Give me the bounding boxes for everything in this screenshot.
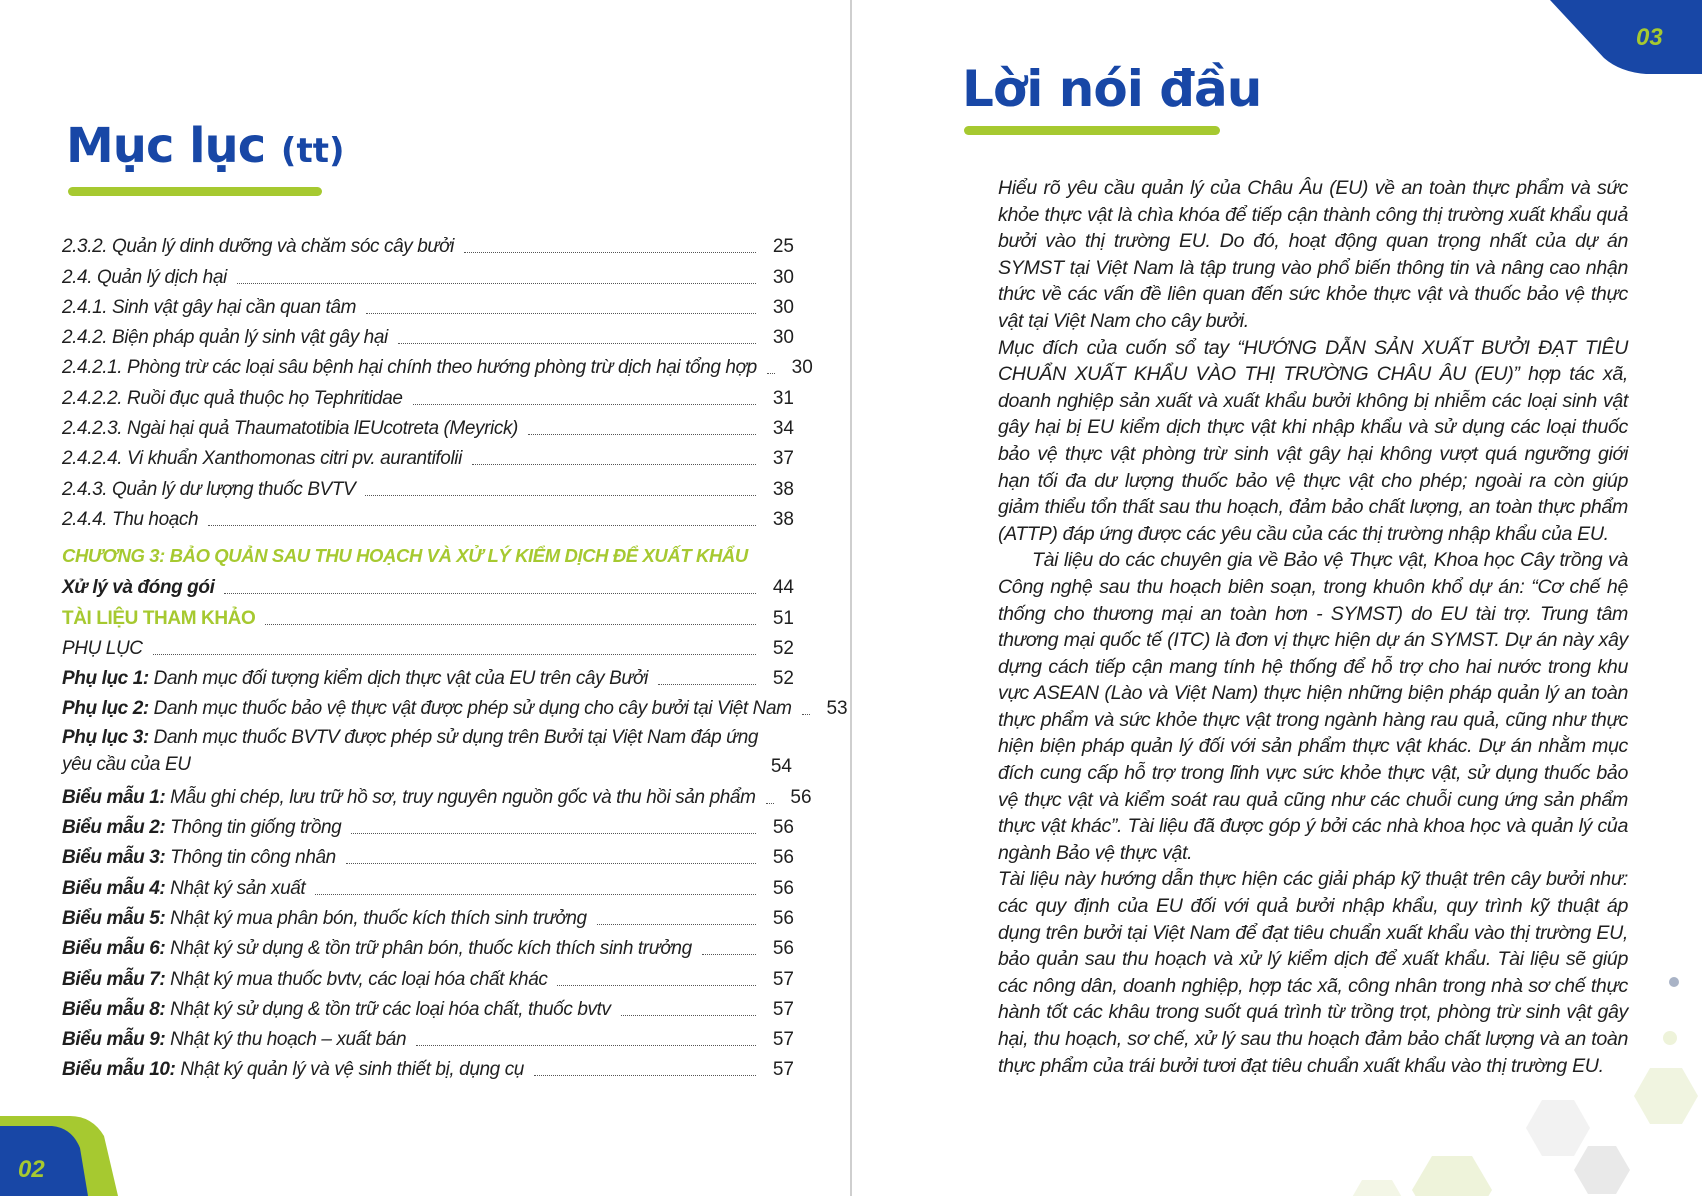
toc-entry[interactable]: 2.4.1. Sinh vật gây hại cần quan tâm 30 <box>62 296 794 318</box>
toc-entry[interactable]: 2.4.2.3. Ngài hại quả Thaumatotibia lEUcotreta (Meyrick) 34 <box>62 418 794 440</box>
toc-entry-form[interactable]: Biểu mẫu 9: Nhật ký thu hoạch – xuất bán 57 <box>62 1029 794 1051</box>
left-page <box>0 0 850 1196</box>
toc-entry-form[interactable]: Biểu mẫu 3: Thông tin công nhân 56 <box>62 847 794 869</box>
toc-entry-appendix-3[interactable]: Phụ lục 3: Danh mục thuốc BVTV được phép sử dụng trên Bưởi tại Việt Nam đáp ứng yêu cầu của EU 54 <box>62 727 792 778</box>
preface-paragraph: Hiểu rõ yêu cầu quản lý của Châu Âu (EU) về an toàn thực phẩm và sức khỏe thực vật là chìa khóa để tiếp cận thành công thị trường xuất khẩu quả bưởi vào thị trường EU. Do đó, hoạt động quan trọng nhất của dự án SYMST tại Việt Nam là tập trung vào phổ biến thông tin và nâng cao nhận thức về các vấn đề liên quan đến sức khỏe thực vật và thuốc bảo vệ thực vật tại Việt Nam cho cây bưởi. <box>998 177 1628 332</box>
toc-title-suffix: (tt) <box>280 131 345 171</box>
toc-entry-form[interactable]: Biểu mẫu 2: Thông tin giống trồng 56 <box>62 817 794 839</box>
toc-entry-appendix[interactable]: PHỤ LỤC 52 <box>62 637 794 659</box>
toc-entry-form[interactable]: Biểu mẫu 5: Nhật ký mua phân bón, thuốc kích thích sinh trưởng 56 <box>62 907 794 929</box>
toc-entry[interactable]: 2.3.2. Quản lý dinh dưỡng và chăm sóc cây bưởi 25 <box>62 236 794 258</box>
toc-entry[interactable]: 2.4.2.4. Vi khuẩn Xanthomonas citri pv. aurantifolii 37 <box>62 448 794 470</box>
toc-entry[interactable]: 2.4.2.1. Phòng trừ các loại sâu bệnh hại chính theo hướng phòng trừ dịch hại tổng hợp 30 <box>62 357 813 379</box>
toc-entry[interactable]: 2.4.4. Thu hoạch 38 <box>62 508 794 530</box>
toc-entry-form[interactable]: Biểu mẫu 10: Nhật ký quản lý và vệ sinh thiết bị, dụng cụ 57 <box>62 1059 794 1081</box>
preface-paragraph: Mục đích của cuốn sổ tay “HƯỚNG DẪN SẢN XUẤT BƯỞI ĐẠT TIÊU CHUẨN XUẤT KHẨU VÀO THỊ TRƯỜNG CHÂU ÂU (EU)” hợp tác xã, doanh nghiệp sản xuất và xuất khẩu bưởi không bị nhiễm các loại sinh vật gây hại bị EU kiểm dịch thực vật khi nhập khẩu và sử dụng các loại thuốc bảo vệ thực vật phòng trừ sinh vật gây hại không vượt quá ngưỡng giới hạn tối đa dư lượng thuốc bảo vệ thực vật cho phép; ngoài ra còn giúp giảm thiểu tổn thất sau thu hoạch, đảm bảo chất lượng, an toàn thực phẩm (ATTP) đáp ứng được các yêu cầu của các thị trường nhập khẩu của EU. <box>998 336 1628 545</box>
table-of-contents <box>62 228 848 1081</box>
toc-entry[interactable]: 2.4.3. Quản lý dư lượng thuốc BVTV 38 <box>62 478 794 500</box>
toc-entry[interactable]: 2.4.2.2. Ruồi đục quả thuộc họ Tephritidae 31 <box>62 387 794 409</box>
page-tab-icon <box>1550 0 1702 74</box>
preface-title: Lời nói đầu <box>962 60 1262 118</box>
toc-entry-appendix-1[interactable]: Phụ lục 1: Danh mục đối tượng kiểm dịch thực vật của EU trên cây Bưởi 52 <box>62 668 794 690</box>
hexagon-pattern-icon <box>1352 950 1702 1196</box>
toc-entry-processing[interactable]: Xử lý và đóng gói 44 <box>62 577 794 599</box>
toc-chapter-heading[interactable]: CHƯƠNG 3: BẢO QUẢN SAU THU HOẠCH VÀ XỬ LÝ KIỂM DỊCH ĐỂ XUẤT KHẨU <box>62 544 748 566</box>
toc-title-underline <box>68 187 322 196</box>
toc-entry-form[interactable]: Biểu mẫu 6: Nhật ký sử dụng & tồn trữ phân bón, thuốc kích thích sinh trưởng 56 <box>62 938 794 960</box>
toc-entry-form[interactable]: Biểu mẫu 1: Mẫu ghi chép, lưu trữ hồ sơ, truy nguyên nguồn gốc và thu hồi sản phẩm 56 <box>62 786 812 808</box>
page-number-right: 03 <box>1636 24 1663 51</box>
toc-entry-form[interactable]: Biểu mẫu 7: Nhật ký mua thuốc bvtv, các loại hóa chất khác 57 <box>62 968 794 990</box>
right-page <box>852 0 1702 1196</box>
preface-body <box>998 175 1628 1079</box>
preface-paragraph: Tài liệu này hướng dẫn thực hiện các giải pháp kỹ thuật trên cây bưởi như: các quy định của EU đối với quả bưởi nhập khẩu, quy trình kỹ thuật áp dụng trên bưởi tại Việt Nam để đạt tiêu chuẩn xuất khẩu vào thị trường EU, bảo quản sau thu hoạch và xử lý kiểm dịch để xuất khẩu. Tài liệu sẽ giúp các nông dân, doanh nghiệp, hợp tác xã, công nhân trong nhà sơ chế thực hành tốt các khâu trong suốt quá trình từ trồng trọt, phòng trừ sinh vật gây hại, thu hoạch, sơ chế, xử lý sau thu hoạch đảm bảo chất lượng và an toàn thực phẩm của trái bưởi tươi đạt tiêu chuẩn xuất khẩu vào thị trường EU. <box>998 868 1628 1077</box>
toc-entry-appendix-2[interactable]: Phụ lục 2: Danh mục thuốc bảo vệ thực vật được phép sử dụng cho cây bưởi tại Việt Nam 53 <box>62 698 848 720</box>
toc-entry[interactable]: 2.4. Quản lý dịch hại 30 <box>62 266 794 288</box>
toc-entry[interactable]: 2.4.2. Biện pháp quản lý sinh vật gây hại 30 <box>62 327 794 349</box>
preface-title-underline <box>964 126 1220 135</box>
toc-entry-form[interactable]: Biểu mẫu 4: Nhật ký sản xuất 56 <box>62 877 794 899</box>
preface-paragraph: Tài liệu do các chuyên gia về Bảo vệ Thực vật, Khoa học Cây trồng và Công nghệ sau thu hoạch biên soạn, trong khuôn khổ dự án: “Cơ chế hệ thống cho thương mại an toàn hơn - SYMST) do EU tài trợ. Trung tâm thương mại quốc tế (ITC) là đơn vị thực hiện dự án SYMST. Dự án này xây dựng cách tiếp cận mang tính hệ thống để hỗ trợ cho hai nước trong khu vực ASEAN (Lào và Việt Nam) thực hiện những biện pháp quản lý an toàn thực phẩm và sức khỏe thực vật trong ngành hàng rau quả, cũng như thực hiện biện pháp quản lý đối với sản phẩm thực vật khác. Dự án nhằm mục đích cung cấp hỗ trợ trong lĩnh vực sức khỏe thực vật, sử dụng thuốc bảo vệ thực vật và kiểm soát rau quả cũng như các chuỗi cung ứng sản phẩm thực vật khác”. Tài liệu đã được góp ý bởi các nhà khoa học và quản lý của ngành Bảo vệ thực vật. <box>998 549 1628 864</box>
page-number-left: 02 <box>18 1156 45 1183</box>
toc-entry-form[interactable]: Biểu mẫu 8: Nhật ký sử dụng & tồn trữ các loại hóa chất, thuốc bvtv 57 <box>62 998 794 1020</box>
toc-title: Mục lục (tt) <box>66 118 345 174</box>
toc-entry-references[interactable]: TÀI LIỆU THAM KHẢO 51 <box>62 607 794 629</box>
